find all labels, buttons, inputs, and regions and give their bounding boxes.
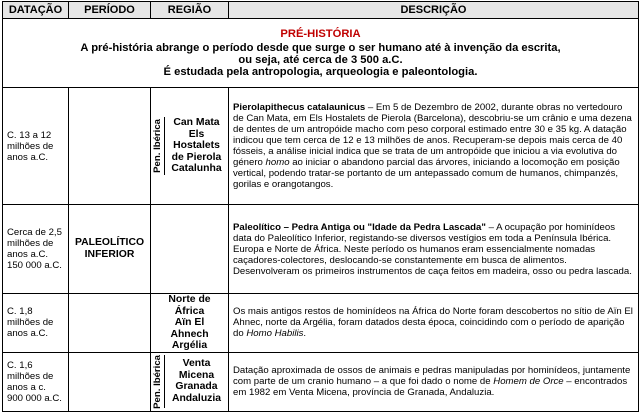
table-row xyxy=(3,294,639,353)
periodo-cell xyxy=(69,352,151,411)
header-regiao: REGIÃO xyxy=(151,2,229,19)
regiao-cell xyxy=(151,352,229,411)
desc-italic: Homem de Orce xyxy=(493,376,564,387)
header-periodo: PERÍODO xyxy=(69,2,151,19)
desc-text: Os mais antigos restos de hominídeos na África do Norte foram descobertos no sítio de Aïn El Ahnec, norte da Argélia, foram datados desta época, coincidindo com o período de aparição do xyxy=(233,306,633,340)
periodo-cell xyxy=(69,294,151,353)
regiao-cell xyxy=(151,88,229,205)
periodo-cell: PALEOLÍTICO INFERIOR xyxy=(69,205,151,294)
prehistory-title: PRÉ-HISTÓRIA xyxy=(280,28,361,40)
descricao-cell xyxy=(229,352,639,411)
table-row xyxy=(3,88,639,205)
header-row xyxy=(3,2,639,19)
prehistory-table xyxy=(2,1,639,412)
datacao-cell: C. 1,8 milhões de anos a.C. xyxy=(3,294,69,353)
desc-bold: Pierolapithecus catalaunicus xyxy=(233,102,366,113)
regiao-name: Can Mata Els Hostalets de Pierola Catalunha xyxy=(171,117,222,175)
prehistory-line-3: É estudada pela antropologia, arqueologia e paleontologia. xyxy=(163,66,478,78)
desc-italic: Homo Habilis xyxy=(246,328,304,340)
desc-italic: homo xyxy=(265,157,290,168)
regiao-cell xyxy=(151,294,229,353)
prehistory-line-2: ou seja, até cerca de 3 500 a.C. xyxy=(238,54,403,66)
desc-text: Datação aproximada de ossos de animais e pedras manipuladas por hominídeos, juntamente com parte de um cranio humano – a que foi dado o nome de xyxy=(233,365,631,387)
desc-bold: Paleolítico – Pedra Antiga ou "Idade da Pedra Lascada" xyxy=(233,221,486,233)
desc-text: – encontrados em 1982 em Venta Micena, província de Granada, Andaluzia. xyxy=(233,376,628,398)
regiao-name: Venta Micena Granada Andaluzia xyxy=(171,358,222,404)
pen-iberica-label: Pen. Ibérica xyxy=(152,119,163,173)
desc-text: – A ocupação por hominídeos data do Paleolítico Inferior, registando-se diversos vestígios em toda a Península Ibérica. Europa e Norte de África. Neste período os humanos eram essencialmente nomadas caçadores-colectores, deslocando-se constantemente em busca de alimentos. Desenvolveram os primeiros instrumentos de caça feitos em madeira, osso ou pedra lascada. xyxy=(233,221,632,277)
desc-text: . xyxy=(303,328,307,340)
prehistory-intro-row xyxy=(3,19,639,88)
datacao-cell: C. 1,6 milhões de anos a c. 900 000 a.C. xyxy=(3,352,69,411)
descricao-cell xyxy=(229,294,639,353)
regiao-name: Norte de África Aïn El Ahnech Argélia xyxy=(168,294,211,351)
desc-text: – Em 5 de Dezembro de 2002, durante obras no vertedouro de Can Mata, em Els Hostalets de Pierola (Barcelona), descobriu-se um crânio e uma dezena de dentes de um antropóide macho com peso corporal estimado entre 30 e 35 kg. A datação indicou que tem cerca de 12 e 13 milhões de anos. Recuperam-se depois mais cerca de 40 fósseis, a análise inicial indica que se trata de um antropóide que iniciou a via evolutiva do género xyxy=(233,102,632,168)
regiao-cell xyxy=(151,205,229,294)
header-datacao: DATAÇÃO xyxy=(3,2,69,19)
prehistory-intro xyxy=(3,19,639,88)
descricao-cell xyxy=(229,88,639,205)
descricao-cell xyxy=(229,205,639,294)
prehistory-line-1: A pré-história abrange o período desde que surge o ser humano até à invenção da escrita, xyxy=(80,42,561,54)
header-descricao: DESCRIÇÃO xyxy=(229,2,639,19)
table-row xyxy=(3,205,639,294)
pen-iberica-label: Pen. Ibérica xyxy=(152,354,163,409)
periodo-cell xyxy=(69,88,151,205)
datacao-cell: Cerca de 2,5 milhões de anos a.C. 150 000 a.C. xyxy=(3,205,69,294)
table-row xyxy=(3,352,639,411)
datacao-cell: C. 13 a 12 milhões de anos a.C. xyxy=(3,88,69,205)
desc-text: ao iniciar o abandono parcial das árvores, iniciando a locomoção em posição vertical, podendo tratar-se portanto de um antepassado comum de humanos, chimpanzés, gorilas e orangotangos. xyxy=(233,157,620,190)
